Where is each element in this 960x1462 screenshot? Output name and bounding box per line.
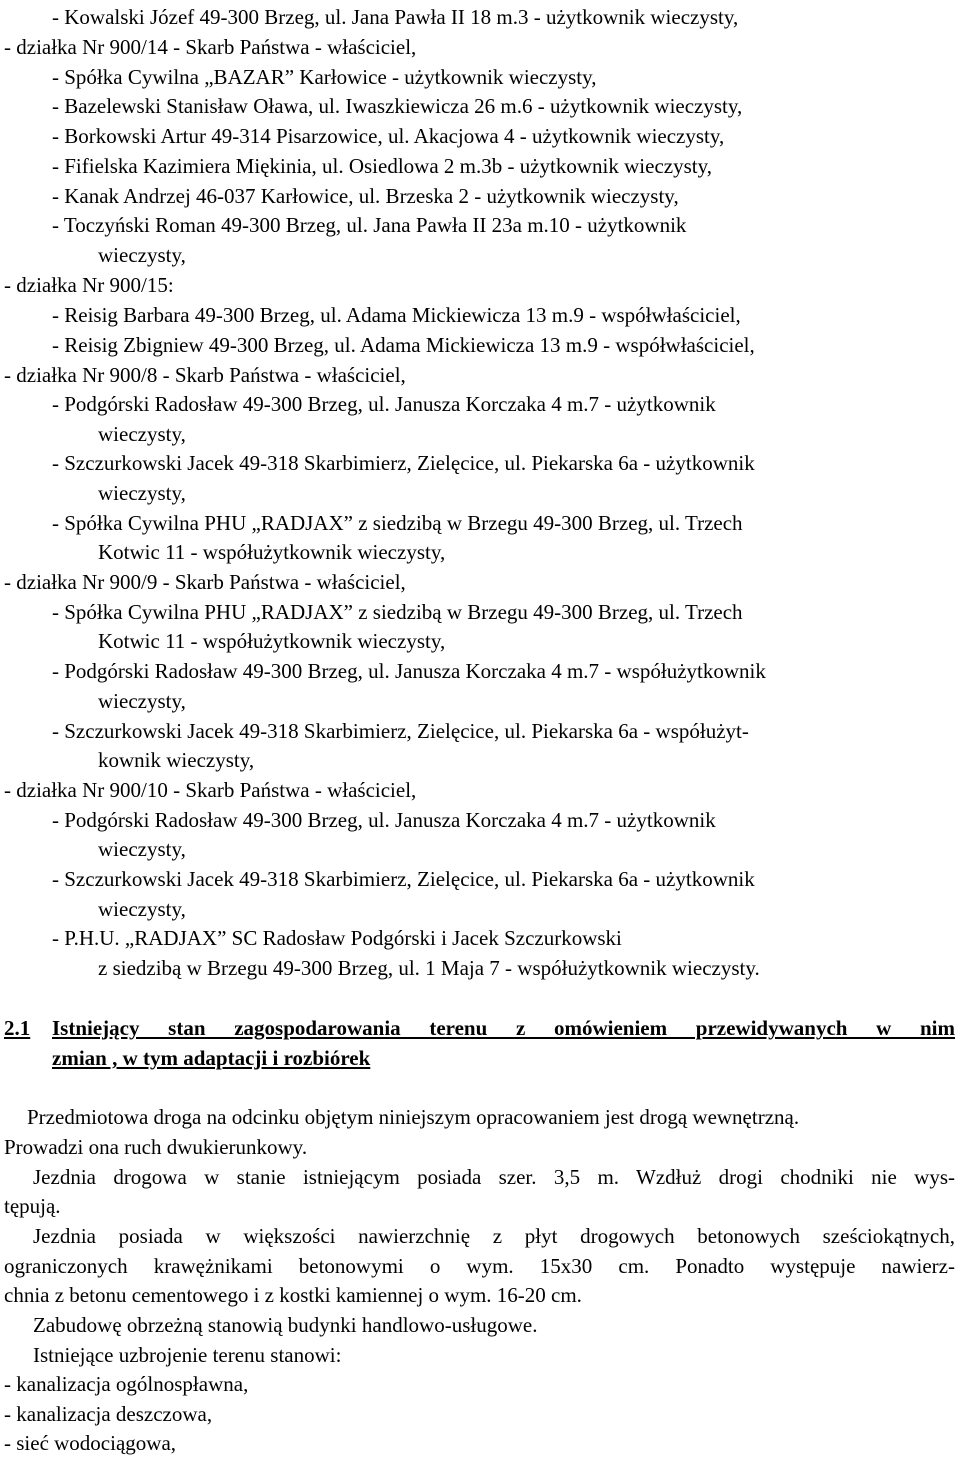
section-title-line-2: zmian , w tym adaptacji i rozbiórek [52,1046,371,1070]
list-line: - Szczurkowski Jacek 49-318 Skarbimierz, Zielęcice, ul. Piekarska 6a - współużyt- [52,719,749,743]
list-line-continuation: wieczysty, [98,243,186,267]
section-title-line-1: Istniejący stan zagospodarowania terenu z omówieniem przewidywanych w nim [52,1016,955,1040]
list-line: - Spółka Cywilna PHU „RADJAX” z siedzibą w Brzegu 49-300 Brzeg, ul. Trzech [52,511,743,535]
list-line-continuation: wieczysty, [98,689,186,713]
list-line: - Podgórski Radosław 49-300 Brzeg, ul. Janusza Korczaka 4 m.7 - użytkownik [52,808,716,832]
paragraph-line: chnia z betonu cementowego i z kostki kamiennej o wym. 16-20 cm. [4,1283,582,1307]
list-line: - Fifielska Kazimiera Miękinia, ul. Osiedlowa 2 m.3b - użytkownik wieczysty, [52,154,712,178]
list-line: - Podgórski Radosław 49-300 Brzeg, ul. Janusza Korczaka 4 m.7 - użytkownik [52,392,716,416]
paragraph-line: Przedmiotowa droga na odcinku objętym niniejszym opracowaniem jest drogą wewnętrzną. [27,1105,800,1129]
list-line: - Reisig Barbara 49-300 Brzeg, ul. Adama Mickiewicza 13 m.9 - współwłaściciel, [52,303,741,327]
list-line: - Reisig Zbigniew 49-300 Brzeg, ul. Adama Mickiewicza 13 m.9 - współwłaściciel, [52,333,755,357]
paragraph-line: tępują. [4,1194,61,1218]
list-line: - Szczurkowski Jacek 49-318 Skarbimierz, Zielęcice, ul. Piekarska 6a - użytkownik [52,451,755,475]
list-line-continuation: z siedzibą w Brzegu 49-300 Brzeg, ul. 1 Maja 7 - współużytkownik wieczysty. [98,956,760,980]
list-line: - Borkowski Artur 49-314 Pisarzowice, ul. Akacjowa 4 - użytkownik wieczysty, [52,124,725,148]
utility-list-item: - kanalizacja ogólnospławna, [4,1372,249,1396]
paragraph-line: Istniejące uzbrojenie terenu stanowi: [33,1343,342,1367]
paragraph-line: Zabudowę obrzeżną stanowią budynki handlowo-usługowe. [33,1313,538,1337]
list-line: - Spółka Cywilna PHU „RADJAX” z siedzibą w Brzegu 49-300 Brzeg, ul. Trzech [52,600,743,624]
list-line-continuation: kownik wieczysty, [98,748,255,772]
list-line: - Toczyński Roman 49-300 Brzeg, ul. Jana Pawła II 23a m.10 - użytkownik [52,213,687,237]
list-line: - Szczurkowski Jacek 49-318 Skarbimierz, Zielęcice, ul. Piekarska 6a - użytkownik [52,867,755,891]
list-line: - Bazelewski Stanisław Oława, ul. Iwaszkiewicza 26 m.6 - użytkownik wieczysty, [52,94,743,118]
list-line: - Kowalski Józef 49-300 Brzeg, ul. Jana Pawła II 18 m.3 - użytkownik wieczysty, [52,5,739,29]
paragraph-line: ograniczonych krawężnikami betonowymi o wym. 15x30 cm. Ponadto występuje nawierz- [4,1254,955,1278]
paragraph-line: Prowadzi ona ruch dwukierunkowy. [4,1135,308,1159]
list-line-continuation: wieczysty, [98,897,186,921]
list-line-continuation: wieczysty, [98,837,186,861]
list-line: - Kanak Andrzej 46-037 Karłowice, ul. Brzeska 2 - użytkownik wieczysty, [52,184,679,208]
paragraph-line: Jezdnia posiada w większości nawierzchnię z płyt drogowych betonowych sześciokątnych, [33,1224,955,1248]
list-line-continuation: Kotwic 11 - współużytkownik wieczysty, [98,629,446,653]
parcel-line: - działka Nr 900/9 - Skarb Państwa - właściciel, [4,570,406,594]
list-line-continuation: Kotwic 11 - współużytkownik wieczysty, [98,540,446,564]
paragraph-line: Jezdnia drogowa w stanie istniejącym posiada szer. 3,5 m. Wzdłuż drogi chodniki nie wys- [33,1165,955,1189]
utility-list-item: - sieć wodociągowa, [4,1431,177,1455]
list-line: - Podgórski Radosław 49-300 Brzeg, ul. Janusza Korczaka 4 m.7 - współużytkownik [52,659,766,683]
parcel-line: - działka Nr 900/15: [4,273,174,297]
list-line: - Spółka Cywilna „BAZAR” Karłowice - użytkownik wieczysty, [52,65,597,89]
utility-list-item: - kanalizacja deszczowa, [4,1402,213,1426]
parcel-line: - działka Nr 900/10 - Skarb Państwa - właściciel, [4,778,417,802]
list-line: - P.H.U. „RADJAX” SC Radosław Podgórski i Jacek Szczurkowski [52,926,622,950]
parcel-line: - działka Nr 900/14 - Skarb Państwa - właściciel, [4,35,417,59]
list-line-continuation: wieczysty, [98,422,186,446]
list-line-continuation: wieczysty, [98,481,186,505]
parcel-line: - działka Nr 900/8 - Skarb Państwa - właściciel, [4,363,406,387]
section-number: 2.1 [4,1016,31,1040]
